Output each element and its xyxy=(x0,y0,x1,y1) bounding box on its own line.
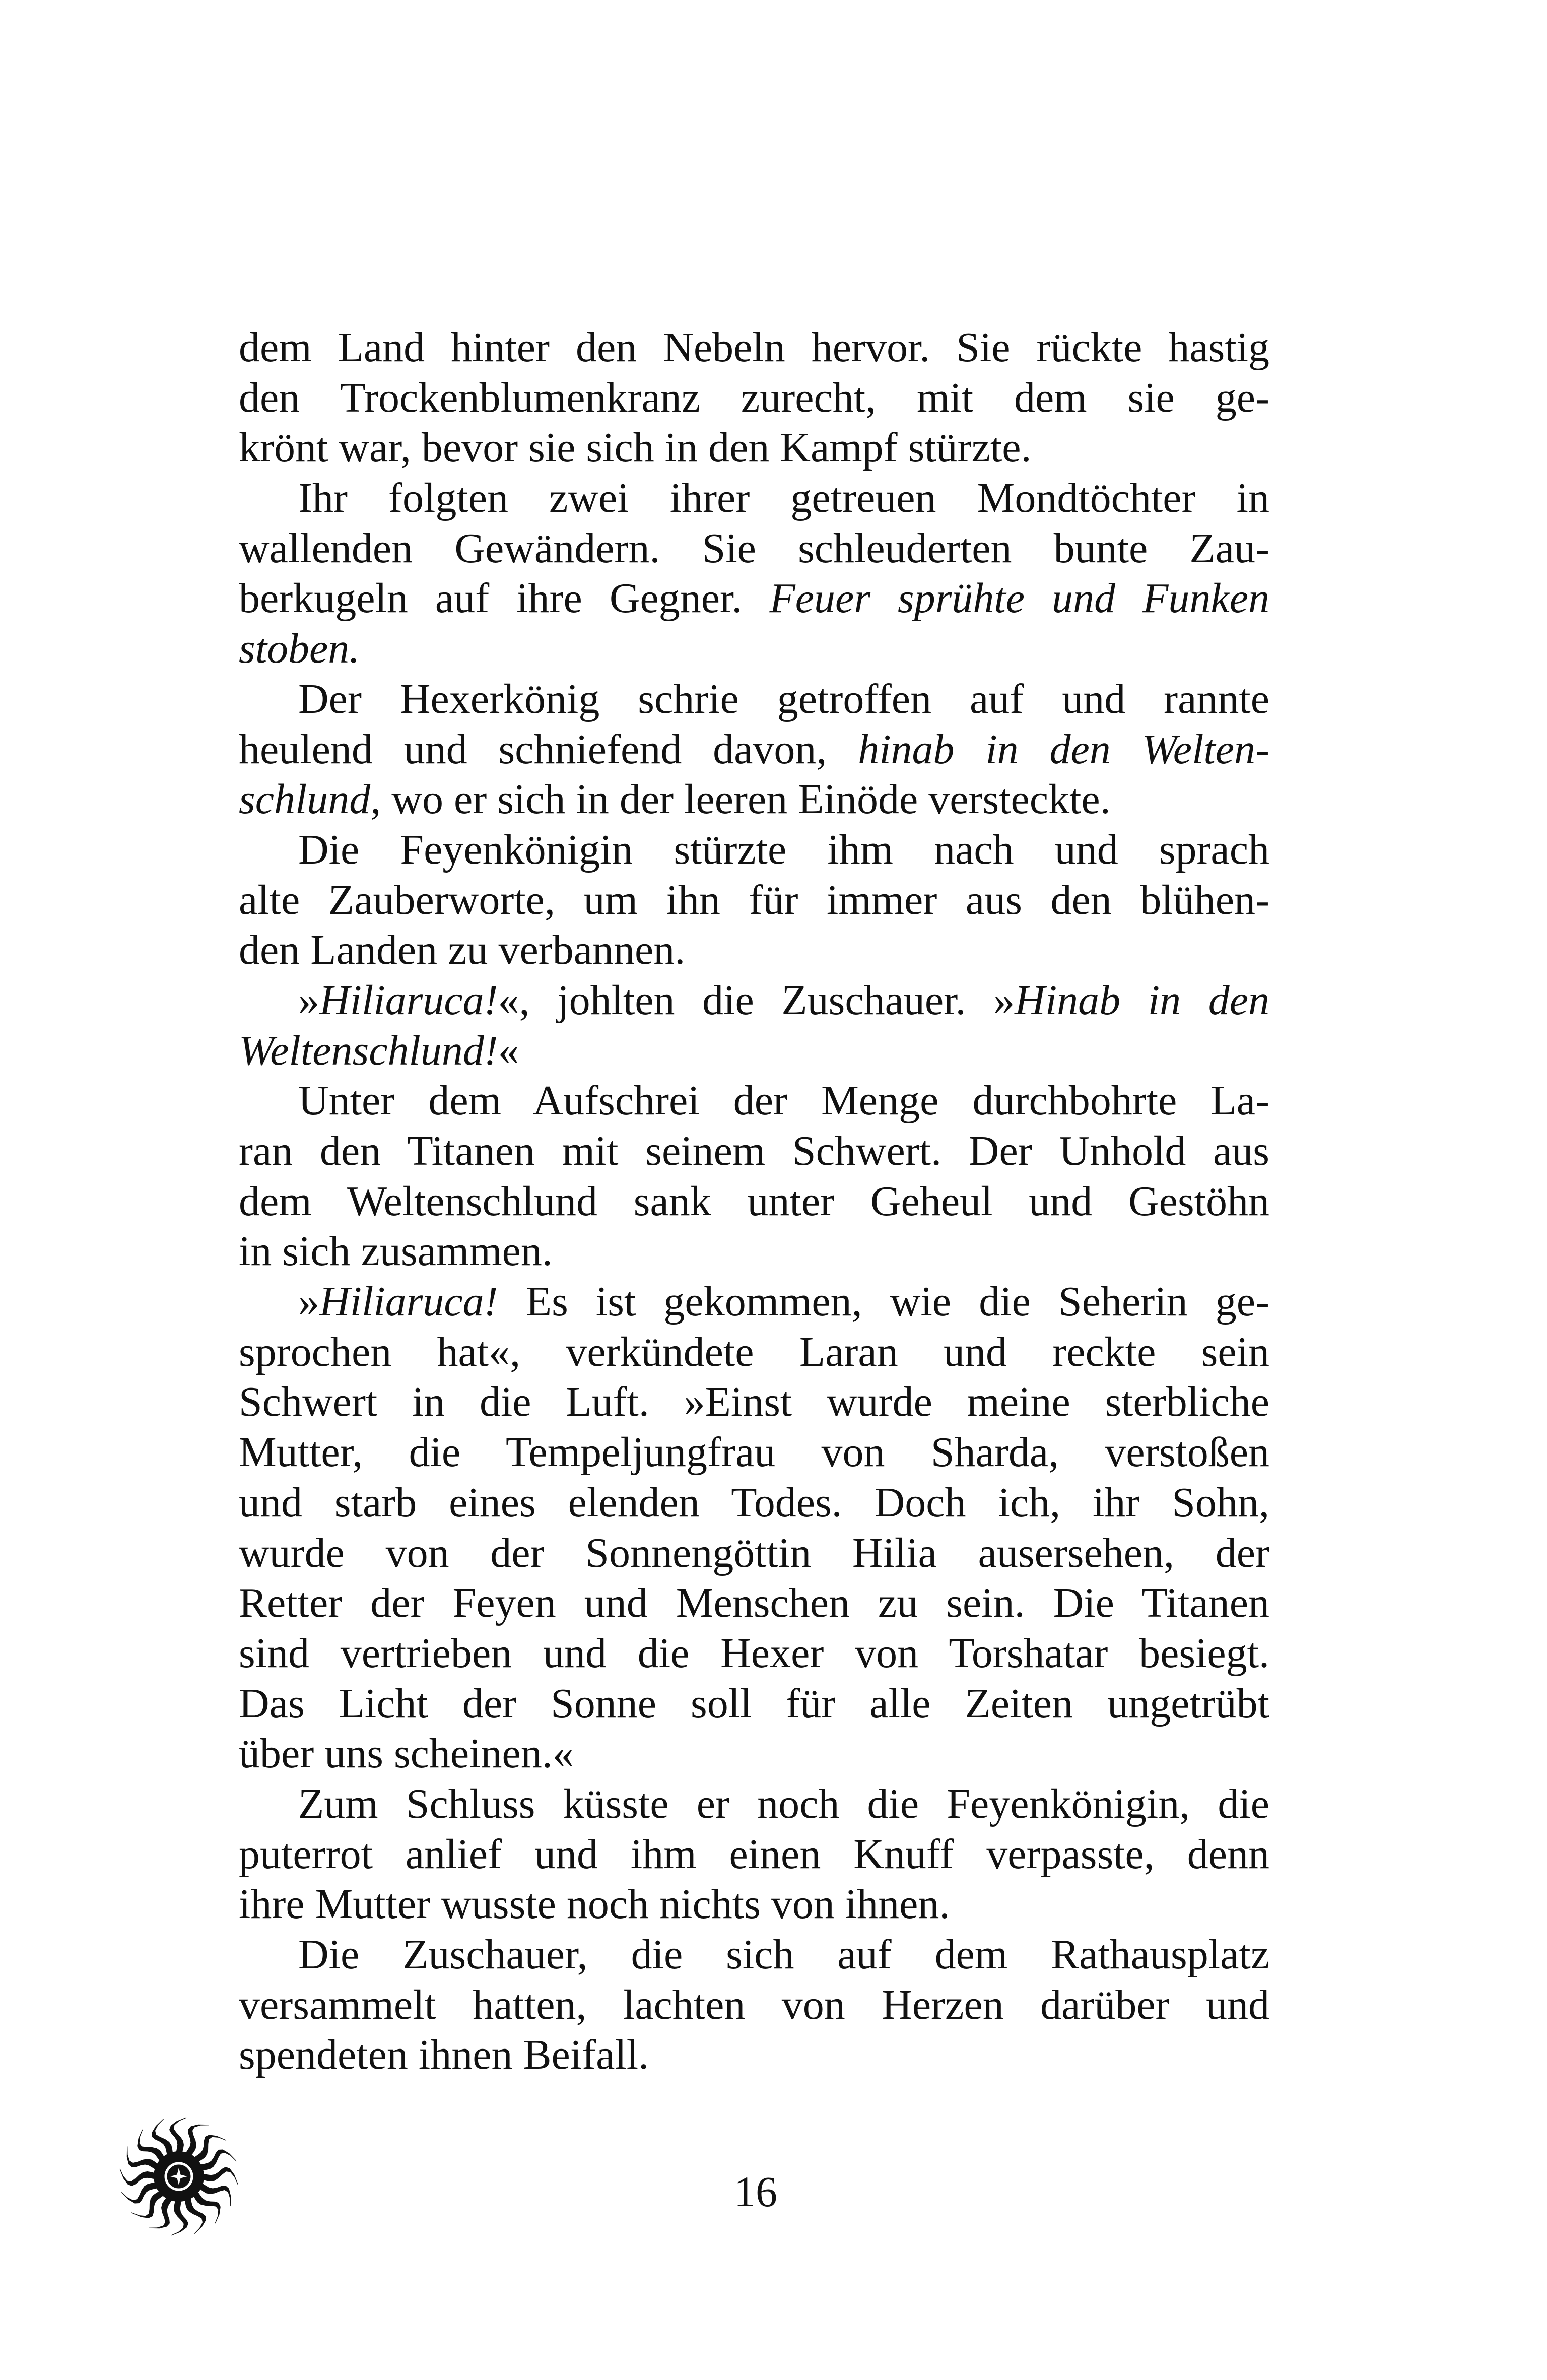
text-segment: «, johlten die Zuschauer. » xyxy=(498,976,1015,1024)
text-segment: krönt war, bevor sie sich in den Kampf stürzte. xyxy=(239,424,1032,472)
text-line xyxy=(239,975,1269,1026)
text-segment: den Landen zu verbannen. xyxy=(239,927,686,974)
text-segment: Der Hexerkönig schrie getroffen auf und rannte xyxy=(298,675,1269,722)
text-segment: heulend und schniefend davon, xyxy=(239,725,858,773)
text-line xyxy=(239,774,1269,825)
text-segment: « xyxy=(498,1027,519,1074)
text-line xyxy=(239,1478,1269,1528)
text-segment: alte Zauberworte, um ihn für immer aus den blühen- xyxy=(239,876,1269,923)
text-segment: berkugeln auf ihre Gegner. xyxy=(239,575,770,622)
italic-text: Weltenschlund! xyxy=(239,1027,498,1074)
italic-text: Feuer sprühte und Funken xyxy=(769,575,1269,622)
text-segment: Schwert in die Luft. »Einst wurde meine sterbliche xyxy=(239,1378,1269,1426)
page-number: 16 xyxy=(734,2167,777,2216)
text-line xyxy=(239,373,1269,423)
italic-text: Hinab in den xyxy=(1015,976,1270,1024)
text-segment: wurde von der Sonnengöttin Hilia ausersehen, der xyxy=(239,1529,1269,1576)
sun-ornament-graphic xyxy=(116,2113,242,2239)
text-segment: in sich zusammen. xyxy=(239,1228,553,1275)
text-line xyxy=(239,1779,1269,1829)
text-segment: und starb eines elenden Todes. Doch ich, ihr Sohn, xyxy=(239,1479,1269,1526)
text-line xyxy=(239,1126,1269,1176)
text-line xyxy=(239,423,1269,473)
text-line xyxy=(239,1879,1269,1930)
text-segment: Die Zuschauer, die sich auf dem Rathausplatz xyxy=(298,1931,1269,1978)
text-segment: ihre Mutter wusste noch nichts von ihnen. xyxy=(239,1881,950,1928)
text-line xyxy=(239,1226,1269,1277)
italic-text: hinab in den Welten- xyxy=(858,725,1270,773)
italic-text: stoben. xyxy=(239,625,360,673)
text-line xyxy=(239,1829,1269,1880)
text-segment: spendeten ihnen Beifall. xyxy=(239,2031,649,2079)
text-line xyxy=(239,1930,1269,1980)
text-line xyxy=(239,724,1269,775)
text-segment: » xyxy=(298,1278,319,1326)
text-line xyxy=(239,1679,1269,1729)
text-line xyxy=(239,322,1269,373)
text-segment: sind vertrieben und die Hexer von Torshatar besiegt. xyxy=(239,1629,1269,1677)
text-line xyxy=(239,573,1269,624)
text-segment: dem Land hinter den Nebeln hervor. Sie rückte hastig xyxy=(239,324,1269,371)
text-segment: puterrot anlief und ihm einen Knuff verpasste, denn xyxy=(239,1830,1269,1878)
text-line xyxy=(239,1427,1269,1478)
text-line xyxy=(239,1980,1269,2030)
text-line xyxy=(239,624,1269,674)
text-line xyxy=(239,674,1269,724)
text-segment: ran den Titanen mit seinem Schwert. Der Unhold aus xyxy=(239,1128,1269,1174)
text-segment: Unter dem Aufschrei der Menge durchbohrte La- xyxy=(298,1077,1269,1125)
text-segment: Mutter, die Tempeljungfrau von Sharda, verstoßen xyxy=(239,1429,1269,1476)
text-segment: den Trockenblumenkranz zurecht, mit dem sie ge- xyxy=(239,374,1269,421)
sun-ornament-icon xyxy=(116,2113,242,2239)
text-line xyxy=(239,2030,1269,2080)
text-line xyxy=(239,1729,1269,1779)
text-segment: Die Feyenkönigin stürzte ihm nach und sprach xyxy=(298,826,1269,873)
text-segment: Das Licht der Sonne soll für alle Zeiten ungetrübt xyxy=(239,1680,1269,1727)
italic-text: schlund xyxy=(239,776,371,823)
text-segment: über uns scheinen.« xyxy=(239,1730,574,1777)
italic-text: Hiliaruca! xyxy=(319,1278,498,1326)
text-segment: Ihr folgten zwei ihrer getreuen Mondtöchter in xyxy=(298,475,1269,522)
text-line xyxy=(239,925,1269,975)
text-segment: Es ist gekommen, wie die Seherin ge- xyxy=(498,1278,1269,1326)
text-line xyxy=(239,825,1269,875)
text-line xyxy=(239,473,1269,523)
text-line xyxy=(239,1327,1269,1377)
text-line xyxy=(239,1578,1269,1628)
text-line xyxy=(239,1176,1269,1227)
text-segment: dem Weltenschlund sank unter Geheul und Gestöhn xyxy=(239,1177,1269,1225)
text-segment: » xyxy=(298,976,319,1024)
text-line xyxy=(239,1528,1269,1578)
text-segment: Retter der Feyen und Menschen zu sein. Die Titanen xyxy=(239,1579,1269,1627)
text-line xyxy=(239,1377,1269,1427)
italic-text: Hiliaruca! xyxy=(319,976,498,1024)
text-segment: Zum Schluss küsste er noch die Feyenkönigin, die xyxy=(298,1780,1269,1827)
text-line xyxy=(239,1026,1269,1076)
text-segment: sprochen hat«, verkündete Laran und reckte sein xyxy=(239,1328,1269,1375)
text-segment: versammelt hatten, lachten von Herzen darüber und xyxy=(239,1981,1269,2028)
text-line xyxy=(239,1277,1269,1327)
text-segment: wallenden Gewändern. Sie schleuderten bunte Zau- xyxy=(239,524,1269,572)
text-line xyxy=(239,523,1269,574)
text-segment: , wo er sich in der leeren Einöde versteckte. xyxy=(370,776,1111,823)
text-line xyxy=(239,1076,1269,1126)
text-line xyxy=(239,875,1269,925)
body-text xyxy=(239,322,1269,2080)
text-line xyxy=(239,1628,1269,1679)
